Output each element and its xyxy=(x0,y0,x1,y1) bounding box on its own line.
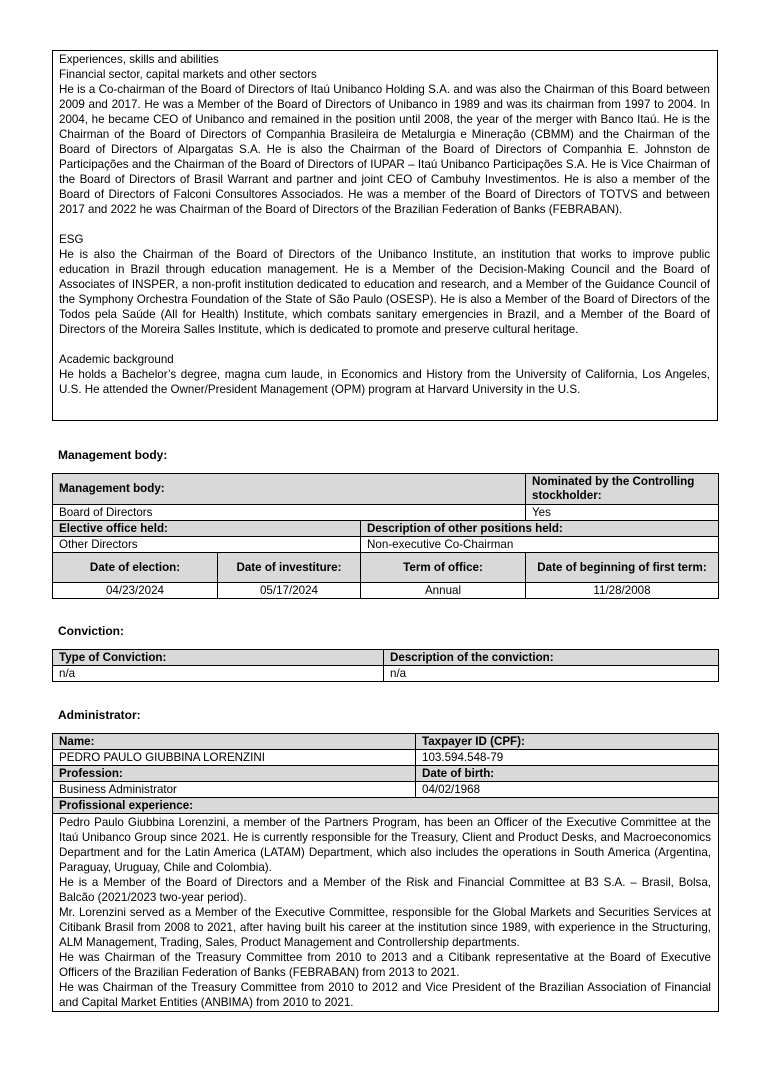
management-table xyxy=(52,473,719,599)
election-date-label: Date of election: xyxy=(53,553,218,583)
experience-subheading: Financial sector, capital markets and other sectors xyxy=(59,68,317,81)
experience-box xyxy=(52,50,718,421)
conviction-section-title: Conviction: xyxy=(58,624,124,638)
first-term-label: Date of beginning of first term: xyxy=(526,553,719,583)
election-date-value: 04/23/2024 xyxy=(53,583,218,599)
investiture-date-value: 05/17/2024 xyxy=(218,583,361,599)
other-positions-value: Non-executive Co-Chairman xyxy=(361,537,719,553)
name-value: PEDRO PAULO GIUBBINA LORENZINI xyxy=(53,750,416,766)
profession-label: Profession: xyxy=(53,766,416,782)
academic-paragraph: He holds a Bachelor’s degree, magna cum laude, in Economics and History from the University of California, Los Angeles, U.S. He attended the Owner/President Management (OPM) program at Harvard University in the U.S. xyxy=(59,368,710,396)
experience-paragraph: He is a Member of the Board of Directors and a Member of the Risk and Financial Committee at B3 S.A. – Brasil, Bolsa, Balcão (2021/2023 two-year period). xyxy=(59,876,711,904)
term-label: Term of office: xyxy=(361,553,526,583)
academic-heading: Academic background xyxy=(59,353,174,366)
other-positions-label: Description of other positions held: xyxy=(361,521,719,537)
spacer xyxy=(59,217,710,232)
profession-value: Business Administrator xyxy=(53,782,416,798)
term-value: Annual xyxy=(361,583,526,599)
experience-paragraph: He was Chairman of the Treasury Committee from 2010 to 2012 and Vice President of the Brazilian Association of Financial and Capital Market Entities (ANBIMA) from 2010 to 2021. xyxy=(59,981,711,1009)
management-section-title: Management body: xyxy=(58,448,168,462)
experience-heading: Experiences, skills and abilities xyxy=(59,53,219,66)
name-label: Name: xyxy=(53,734,416,750)
cpf-value: 103.594.548-79 xyxy=(416,750,719,766)
conviction-table xyxy=(52,649,719,682)
elective-office-label: Elective office held: xyxy=(53,521,361,537)
first-term-value: 11/28/2008 xyxy=(526,583,719,599)
administrator-table xyxy=(52,733,719,1012)
experience-cell xyxy=(53,814,719,1012)
conviction-description-value: n/a xyxy=(384,666,719,682)
experience-paragraph: He is a Co-chairman of the Board of Directors of Itaú Unibanco Holding S.A. and was also the Chairman of this Board between 2009 and 2017. He was a Member of the Board of Directors of Unibanco in 1989 and was its chairman from 1997 to 2004. In 2004, he became CEO of Unibanco and remained in the position until 2008, the year of the merger with Banco Itaú. He is the Chairman of the Board of Directors of Companhia Brasileira de Metalurgia e Mineração (CBMM) and the Chairman of the Board of Directors of Alpargatas S.A. He is also the Chairman of the Board of Directors of Companhia E. Johnston de Participações and the Chairman of the Board of Directors of IUPAR – Itaú Unibanco Participações S.A. He is Vice Chairman of the Board of Directors of Brasil Warrant and partner and joint CEO of Cambuhy Investimentos. He is also a member of the Board of Directors of Falconi Consultores Associados. He was a member of the Board of Directors of TOTVS and between 2017 and 2022 he was Chairman of the Board of Directors of the Brazilian Federation of Banks (FEBRABAN). xyxy=(59,83,710,216)
dob-label: Date of birth: xyxy=(416,766,719,782)
esg-paragraph: He is also the Chairman of the Board of Directors of the Unibanco Institute, an institution that works to improve public education in Brazil through education management. He is a Member of the Decision-Making Council and the Board of Associates of INSPER, a non-profit institution dedicated to education and research, and a Member of the Guidance Council of the Symphony Orchestra Foundation of the State of São Paulo (OSESP). He is also a Member of the Board of Directors of the Todos pela Saúde (All for Health) Institute, which combats sanitary emergencies in Brazil, and a Member of the Board of Directors of the Moreira Salles Institute, which is dedicated to promote and preserve cultural heritage. xyxy=(59,248,710,336)
conviction-type-label: Type of Conviction: xyxy=(53,650,384,666)
esg-heading: ESG xyxy=(59,233,84,246)
conviction-description-label: Description of the conviction: xyxy=(384,650,719,666)
spacer xyxy=(59,337,710,352)
management-body-label: Management body: xyxy=(53,474,526,505)
investiture-date-label: Date of investiture: xyxy=(218,553,361,583)
elective-office-value: Other Directors xyxy=(53,537,361,553)
nominated-label: Nominated by the Controlling stockholder: xyxy=(526,474,719,505)
experience-paragraph: Mr. Lorenzini served as a Member of the Executive Committee, responsible for the Global Markets and Securities Services at Citibank Brasil from 2008 to 2021, after having built his career at the institution since 1989, with experience in the Structuring, ALM Management, Trading, Sales, Product Management and Controllership departments. xyxy=(59,906,711,949)
conviction-type-value: n/a xyxy=(53,666,384,682)
nominated-value: Yes xyxy=(526,505,719,521)
dob-value: 04/02/1968 xyxy=(416,782,719,798)
experience-paragraph: He was Chairman of the Treasury Committee from 2010 to 2013 and a Citibank representative at the Board of Executive Officers of the Brazilian Federation of Banks (FEBRABAN) from 2013 to 2021. xyxy=(59,951,711,979)
experience-paragraph: Pedro Paulo Giubbina Lorenzini, a member of the Partners Program, has been an Officer of the Executive Committee at the Itaú Unibanco Group since 2021. He is currently responsible for the Treasury, Client and Product Desks, and Macroeconomics Department and for the Latin America (LATAM) Department, which also includes the operations in South America (Argentina, Paraguay, Uruguay, Chile and Colombia). xyxy=(59,816,711,874)
experience-label: Profissional experience: xyxy=(53,798,719,814)
cpf-label: Taxpayer ID (CPF): xyxy=(416,734,719,750)
management-body-value: Board of Directors xyxy=(53,505,526,521)
administrator-section-title: Administrator: xyxy=(58,708,141,722)
